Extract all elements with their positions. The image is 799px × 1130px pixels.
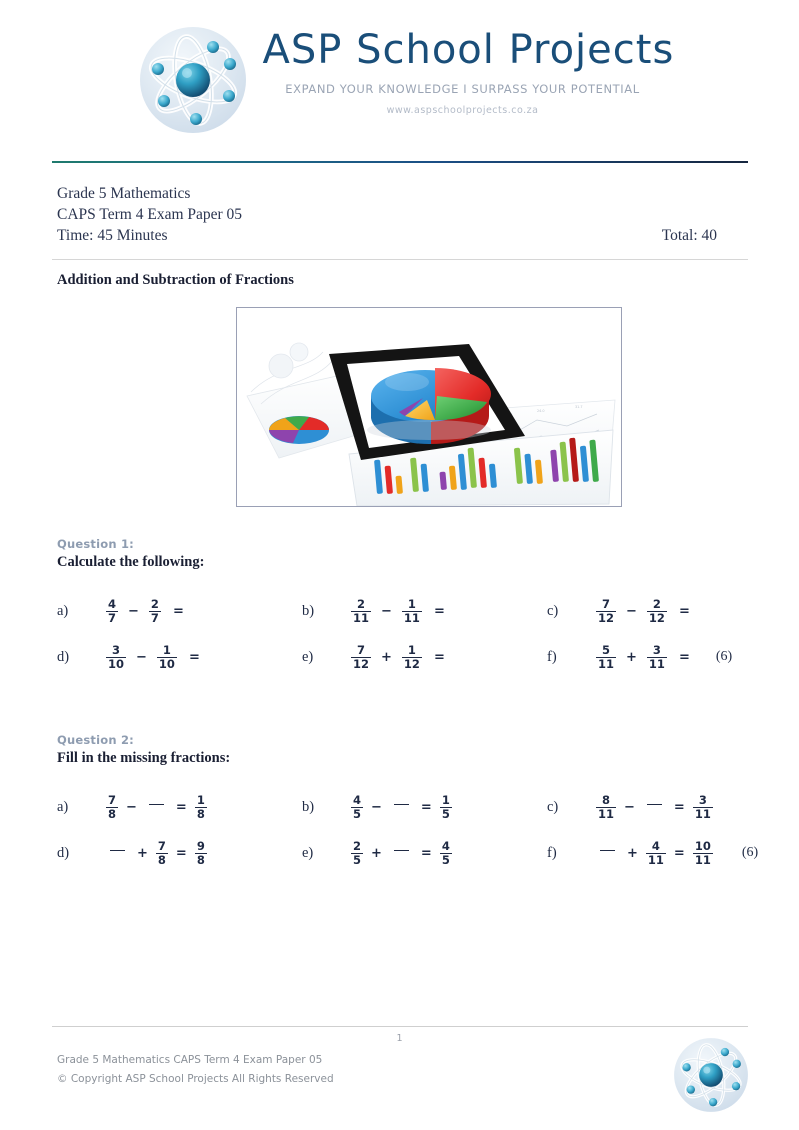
fraction: $\frac{4}{5}$: [441, 838, 450, 867]
grade-subject: Grade 5 Mathematics: [57, 185, 191, 202]
fraction: $\frac{3}{11}$: [648, 642, 665, 671]
question-1-row-2: [57, 634, 749, 680]
operator: −: [626, 603, 637, 619]
operator: +: [371, 845, 382, 861]
question-2-row-2: [57, 830, 759, 876]
fraction: $\frac{1}{10}$: [158, 642, 175, 671]
fraction: $\frac{3}{11}$: [694, 792, 711, 821]
item-expression: [593, 644, 690, 670]
paper-name: CAPS Term 4 Exam Paper 05: [57, 206, 243, 223]
fraction: $\frac{4}{5}$: [353, 792, 362, 821]
brand-block: [262, 18, 675, 116]
fraction: $\frac{1}{8}$: [196, 792, 205, 821]
operator: −: [381, 603, 392, 619]
svg-text:24.0: 24.0: [537, 409, 545, 413]
item-letter: a): [57, 798, 69, 815]
item-letter: f): [547, 648, 557, 665]
item-expression: [593, 794, 716, 820]
footer-divider: [52, 1026, 748, 1027]
item-letter: e): [302, 648, 314, 665]
question-1-item-a[interactable]: [57, 598, 302, 624]
operator: +: [137, 845, 148, 861]
fraction: $\frac{7}{8}$: [157, 838, 166, 867]
question-2-marks: (6): [741, 845, 759, 860]
question-2-row-1: [57, 784, 749, 830]
equals-sign: =: [673, 799, 685, 815]
fraction: $\frac{2}{5}$: [353, 838, 362, 867]
total-marks: Total: 40: [661, 227, 717, 244]
fraction: $\frac{2}{11}$: [353, 596, 370, 625]
brand-url: www.aspschoolprojects.co.za: [386, 105, 539, 116]
question-2-label: Question 2:: [57, 733, 134, 747]
item-letter: b): [302, 798, 315, 815]
question-2-item-a[interactable]: [57, 794, 302, 820]
answer-blank[interactable]: [394, 850, 409, 851]
operator: +: [381, 649, 392, 665]
item-expression: [103, 794, 210, 820]
equals-sign: =: [188, 649, 200, 665]
fraction: $\frac{1}{11}$: [403, 596, 420, 625]
fraction: $\frac{10}{11}$: [694, 838, 711, 867]
operator: +: [627, 845, 638, 861]
footer-line-2: © Copyright ASP School Projects All Rights Reserved: [57, 1073, 334, 1085]
item-expression: [103, 598, 184, 624]
fraction: $\frac{4}{7}$: [108, 596, 117, 625]
document-meta: [57, 183, 749, 246]
item-expression: [593, 598, 690, 624]
item-letter: a): [57, 602, 69, 619]
answer-blank[interactable]: [647, 804, 662, 805]
page-number: 1: [396, 1033, 403, 1044]
brand-title: ASP School Projects: [262, 27, 675, 73]
answer-blank[interactable]: [394, 804, 409, 805]
item-letter: c): [547, 602, 559, 619]
fraction: $\frac{1}{5}$: [441, 792, 450, 821]
equals-sign: =: [175, 845, 187, 861]
topic-title: Addition and Subtraction of Fractions: [57, 272, 294, 288]
question-1-item-e[interactable]: [302, 644, 547, 670]
question-block-2: [57, 733, 759, 876]
atom-icon: [672, 1036, 750, 1114]
equals-sign: =: [420, 845, 432, 861]
equals-sign: =: [673, 845, 685, 861]
item-expression: [348, 840, 455, 866]
fraction: $\frac{7}{12}$: [353, 642, 370, 671]
equals-sign: =: [420, 799, 432, 815]
item-expression: [348, 598, 445, 624]
question-1-label: Question 1:: [57, 537, 134, 551]
operator: +: [626, 649, 637, 665]
item-letter: d): [57, 844, 70, 861]
operator: −: [624, 799, 635, 815]
fraction: $\frac{2}{7}$: [150, 596, 159, 625]
fraction: $\frac{8}{11}$: [598, 792, 615, 821]
item-letter: c): [547, 798, 559, 815]
operator: −: [136, 649, 147, 665]
fraction: $\frac{9}{8}$: [196, 838, 205, 867]
fraction: $\frac{4}{11}$: [647, 838, 664, 867]
item-letter: b): [302, 602, 315, 619]
question-2-item-f[interactable]: [547, 838, 759, 867]
answer-blank[interactable]: [600, 850, 615, 851]
equals-sign: =: [678, 649, 690, 665]
question-1-marks: (6): [715, 649, 733, 664]
header-divider: [52, 161, 748, 163]
answer-blank[interactable]: [149, 804, 164, 805]
atom-icon: [137, 24, 249, 136]
equals-sign: =: [175, 799, 187, 815]
equals-sign: =: [678, 603, 690, 619]
item-letter: e): [302, 844, 314, 861]
hero-image: [236, 307, 622, 507]
fraction: $\frac{7}{12}$: [598, 596, 615, 625]
question-block-1: [57, 537, 749, 680]
question-2-item-e[interactable]: [302, 840, 547, 866]
question-2-item-b[interactable]: [302, 794, 547, 820]
item-expression: [348, 794, 455, 820]
question-2-item-c[interactable]: [547, 794, 727, 820]
question-1-instruction: Calculate the following:: [57, 554, 205, 570]
equals-sign: =: [433, 603, 445, 619]
time-allowed: Time: 45 Minutes: [57, 227, 168, 244]
fraction: $\frac{2}{12}$: [648, 596, 665, 625]
operator: −: [371, 799, 382, 815]
question-1-item-c[interactable]: [547, 598, 727, 624]
brand-tagline: EXPAND YOUR KNOWLEDGE I SURPASS YOUR POTENTIAL: [285, 82, 640, 96]
operator: −: [126, 799, 137, 815]
fraction: $\frac{1}{12}$: [403, 642, 420, 671]
svg-text:31.7: 31.7: [575, 405, 583, 409]
item-expression: [348, 644, 445, 670]
question-1-item-f[interactable]: [547, 642, 733, 671]
question-2-item-d[interactable]: [57, 840, 302, 866]
page-header: [0, 18, 799, 158]
item-letter: d): [57, 648, 70, 665]
item-expression: [103, 644, 200, 670]
question-1-row-1: [57, 588, 749, 634]
footer-line-1: Grade 5 Mathematics CAPS Term 4 Exam Paper 05: [57, 1054, 323, 1066]
operator: −: [128, 603, 139, 619]
answer-blank[interactable]: [110, 850, 125, 851]
question-1-item-d[interactable]: [57, 644, 302, 670]
fraction: $\frac{5}{11}$: [598, 642, 615, 671]
meta-divider: [52, 259, 748, 260]
question-1-item-b[interactable]: [302, 598, 547, 624]
question-2-instruction: Fill in the missing fractions:: [57, 750, 231, 766]
footer-text: [57, 1051, 334, 1089]
item-expression: [103, 840, 210, 866]
fraction: $\frac{7}{8}$: [108, 792, 117, 821]
equals-sign: =: [433, 649, 445, 665]
fraction: $\frac{3}{10}$: [108, 642, 125, 671]
item-expression: [593, 840, 716, 866]
equals-sign: =: [172, 603, 184, 619]
item-letter: f): [547, 844, 557, 861]
